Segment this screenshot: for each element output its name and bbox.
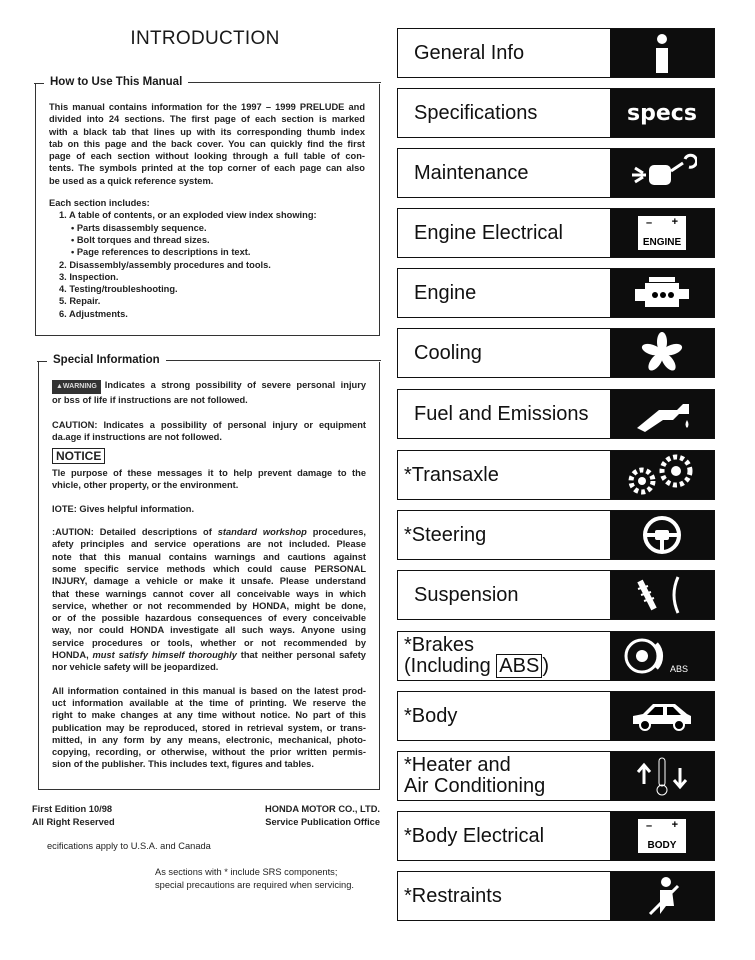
tab-label <box>398 29 610 77</box>
section-tab-maintenance[interactable] <box>397 148 715 198</box>
section-heading: How to Use This Manual <box>44 76 188 88</box>
tab-label-line: Maintenance <box>414 161 529 184</box>
info-line: sion of the publisher. This includes text, figures and tables. <box>52 759 314 770</box>
section-tab-body-electrical[interactable] <box>397 811 715 861</box>
tab-label-line: *Steering <box>404 523 487 546</box>
spacer <box>52 515 366 526</box>
office: Service Publication Office <box>265 816 380 827</box>
section-tab-transaxle[interactable] <box>397 450 715 500</box>
tab-label <box>398 812 610 860</box>
caution-detail-line: INJURY, damage a vehicle or make it unsafe. Please understand <box>52 576 366 587</box>
tab-label <box>398 269 610 317</box>
section-tab-engine-electrical[interactable] <box>397 208 715 258</box>
tab-label-line: Engine Electrical <box>414 221 563 244</box>
thermometer-arrows-icon <box>610 752 714 800</box>
section-tab-general-info[interactable] <box>397 28 715 78</box>
warning-line <box>52 379 366 394</box>
edition: First Edition 10/98 <box>32 804 113 814</box>
tab-label <box>398 209 610 257</box>
tab-label-line: *Transaxle <box>404 463 499 486</box>
tab-label-line: Cooling <box>414 341 482 364</box>
note-line: IOTE: Gives helpful information. <box>52 503 195 514</box>
seatbelt-icon <box>610 872 714 920</box>
edition-info <box>32 803 115 828</box>
abs-label: ABS <box>496 654 542 678</box>
section-tab-engine[interactable] <box>397 268 715 318</box>
tab-label <box>398 692 610 740</box>
bullet-item: • Page references to descriptions in text. <box>71 247 251 258</box>
gears-icon <box>610 451 714 499</box>
list-item: 2. Disassembly/assembly procedures and tools. <box>59 259 271 270</box>
warning-text: Indicates a strong possibility of severe personal injury <box>104 380 366 390</box>
srs-line: As sections with * include SRS components; <box>155 867 338 877</box>
tab-label-line: Suspension <box>414 583 519 606</box>
caution-detail-line: service procedures or tools, whether or not recommended by <box>52 637 366 648</box>
section-tab-heater-and[interactable] <box>397 751 715 801</box>
engine-icon <box>610 269 714 317</box>
tab-label-line: *Heater and <box>404 754 511 776</box>
info-line: right to make changes at any time without notice. No part of this <box>52 710 366 721</box>
section-tab-steering[interactable] <box>397 510 715 560</box>
info-line: All information contained in this manual is based on the latest prod- <box>52 685 366 696</box>
paragraph-line: tents. The symbols printed at the top corner of each page can also <box>49 163 365 174</box>
tab-label <box>398 89 610 137</box>
shock-absorber-icon <box>610 571 714 619</box>
caution-detail-line: afety principles and service operations are not included. Please <box>52 539 366 550</box>
paragraph-line: page of each section without looking through a full table of con- <box>49 151 365 162</box>
list-item: 5. Repair. <box>59 296 101 307</box>
car-icon <box>610 692 714 740</box>
info-line: publication may be reproduced, stored in retrieval system, or trans- <box>52 722 366 733</box>
section-heading: Special Information <box>47 354 166 366</box>
tab-label-line: Fuel and Emissions <box>414 402 589 425</box>
tab-label <box>398 752 610 800</box>
caution-detail-line: nor vehicle safety will be jeopardized. <box>52 662 219 673</box>
tab-label <box>398 329 610 377</box>
caution-detail-line: or of the possible hazardous consequences of every conceivable <box>52 613 366 624</box>
paragraph-line: be used as a quick reference system. <box>49 175 214 186</box>
tab-label-line <box>404 776 610 797</box>
caution-line: CAUTION: Indicates a possibility of personal injury or equipment <box>52 419 366 430</box>
tab-label-text: (Including <box>404 655 491 677</box>
wrench-hand-icon <box>610 149 714 197</box>
spacer <box>52 407 366 419</box>
battery-body-icon: BODY – + <box>610 812 714 860</box>
warning-line: or bss of life if instructions are not followed. <box>52 395 248 406</box>
spacer <box>49 187 365 197</box>
list-item: 3. Inspection. <box>59 271 119 282</box>
caution-detail-line: that these warnings cannot cover all conceivable ways in which <box>52 588 366 599</box>
info-line: uct information available at the time of printing. We reserve the <box>52 697 366 708</box>
notice-line: Tle purpose of these messages it to help prevent damage to the <box>52 468 366 479</box>
tab-label-line: *Body <box>404 704 458 727</box>
steering-wheel-icon <box>610 511 714 559</box>
info-line: mitted, in any form by any means, electronic, mechanical, photo- <box>52 734 366 745</box>
section-tab-body[interactable] <box>397 691 715 741</box>
tab-label-line: *Brakes <box>404 634 475 656</box>
section-tab-restraints[interactable] <box>397 871 715 921</box>
list-item: 4. Testing/troubleshooting. <box>59 284 178 295</box>
specs-icon: specs <box>610 89 714 137</box>
tab-label <box>398 511 610 559</box>
paragraph-line: This manual contains information for the 1997 – 1999 PRELUDE and <box>49 102 365 112</box>
tab-label-line: Specifications <box>414 101 538 124</box>
list-item: 6. Adjustments. <box>59 308 128 319</box>
tab-label <box>398 872 610 920</box>
tab-label-line: *Restraints <box>404 884 502 907</box>
paragraph-line: divided into 24 sections. The first page of each section is marked <box>49 114 365 125</box>
specs-apply-note: ecifications apply to U.S.A. and Canada <box>47 841 211 851</box>
tab-label-text: ) <box>542 655 549 677</box>
includes-label: Each section includes: <box>49 198 150 209</box>
battery-engine-icon: ENGINE – + <box>610 209 714 257</box>
tab-label-text: Air Conditioning <box>404 775 546 797</box>
publisher-info <box>200 803 380 828</box>
warning-badge: ▲WARNING <box>52 380 101 394</box>
tab-label-line: General Info <box>414 41 525 64</box>
page-title: INTRODUCTION <box>130 28 280 49</box>
bullet-item: • Bolt torques and thread sizes. <box>71 234 210 245</box>
spacer <box>52 674 366 685</box>
srs-line: special precautions are required when servicing. <box>155 879 354 890</box>
tab-label <box>398 451 610 499</box>
srs-note <box>155 866 354 891</box>
paragraph-line: tab on this page and the back cover. You can quickly find the first <box>49 138 365 149</box>
section-tab-suspension[interactable] <box>397 570 715 620</box>
notice-badge: NOTICE <box>52 448 105 464</box>
tab-label <box>398 149 610 197</box>
section-tab-brakes[interactable] <box>397 631 715 681</box>
tab-label-line: Engine <box>414 281 477 304</box>
caution-detail-line: way, nor could HONDA investigate all such ways. Anyone using <box>52 625 366 636</box>
tab-label <box>398 632 610 680</box>
bullet-item: • Parts disassembly sequence. <box>71 222 207 233</box>
how-to-use-text <box>49 101 365 320</box>
info-line: copying, recording, or otherwise, without the prior written permis- <box>52 747 366 758</box>
section-tab-cooling[interactable] <box>397 328 715 378</box>
tab-label <box>398 390 610 438</box>
spacer <box>52 492 366 503</box>
tab-label-line <box>404 656 610 677</box>
caution-detail-line: HONDA, must satisfy himself thoroughly that neither personal safety <box>52 650 366 661</box>
caution-detail-line: service, whether or not recommended by HONDA, might be done, <box>52 600 366 611</box>
tab-label <box>398 571 610 619</box>
section-tab-fuel-and-emissions[interactable] <box>397 389 715 439</box>
company: HONDA MOTOR CO., LTD. <box>265 804 380 814</box>
section-tab-specifications[interactable] <box>397 88 715 138</box>
brake-disc-icon: ABS <box>610 632 714 680</box>
list-item: 1. A table of contents, or an exploded view index showing: <box>59 210 317 221</box>
caution-line: da.age if instructions are not followed. <box>52 431 222 442</box>
info-icon <box>610 29 714 77</box>
special-information-text <box>52 379 366 771</box>
tab-label-line: *Body Electrical <box>404 824 545 847</box>
fan-icon <box>610 329 714 377</box>
rights: All Right Reserved <box>32 816 115 827</box>
paragraph-line: with a black tab that lines up with its corresponding thumb index <box>49 126 365 137</box>
caution-detail-line: :AUTION: Detailed descriptions of standard workshop procedures, <box>52 527 366 538</box>
caution-detail-line: some specific service methods which could cause PERSONAL <box>52 563 366 574</box>
fuel-nozzle-icon <box>610 390 714 438</box>
caution-detail-line: note that this manual contains warnings and cautions against <box>52 551 366 562</box>
notice-line: vhicle, other property, or the environment. <box>52 480 239 491</box>
